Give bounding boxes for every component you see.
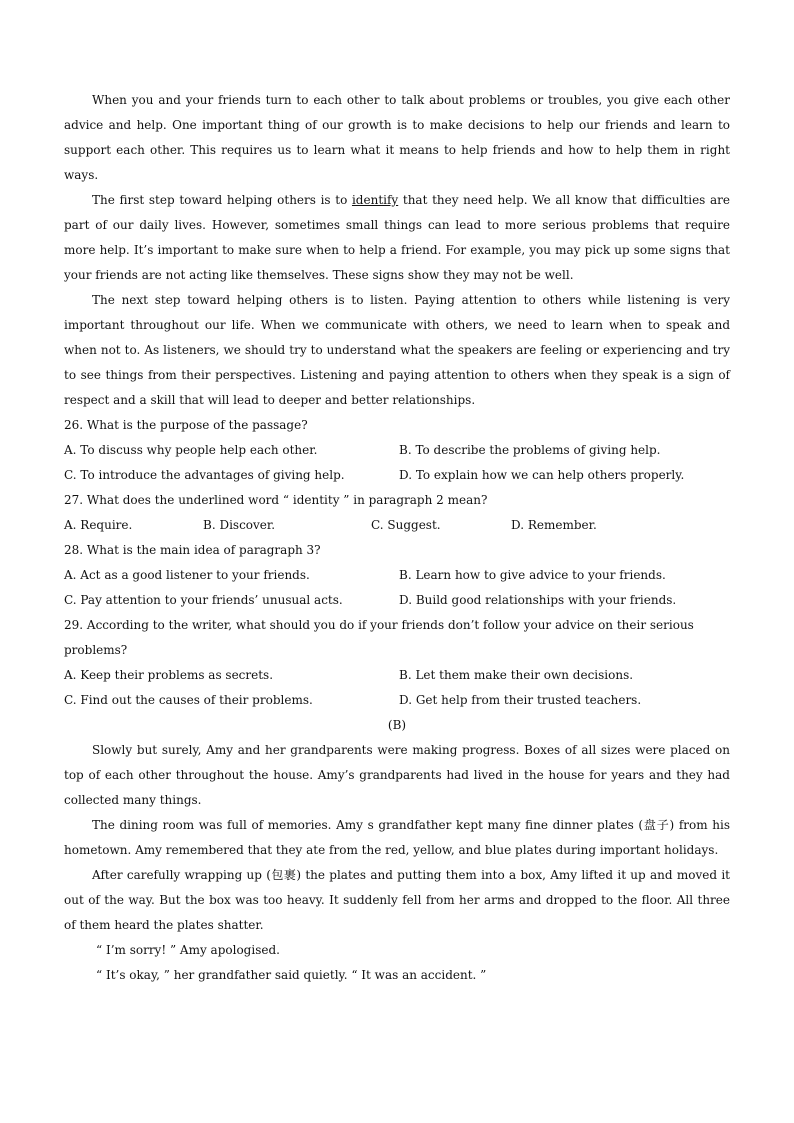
- paragraph-2-text-end: that they need help. We all know that difficulties are part of our daily lives. However, sometimes small things can lead to more serious problems that require more help. It’s important to make sure when to help a friend. For example, you may pick up some signs that your friends are not acting like themselves. These signs show they may not be well.: [64, 193, 731, 282]
- passage-a-paragraph-1: When you and your friends turn to each other to talk about problems or troubles, you give each other advice and help. One important thing of our growth is to make decisions to help our friends and learn to support each other. This requires us to learn what it means to help friends and how to help them in right ways.: [64, 93, 730, 182]
- passage-b-paragraph-3: After carefully wrapping up (包裹) the plates and putting them into a box, Amy lifted it up and moved it out of the way. But the box was too heavy. It suddenly fell from her arms and dropped to the floor. All three of them heard the plates shatter.: [64, 868, 730, 932]
- option-b: B. Let them make their own decisions.: [399, 668, 634, 682]
- option-b: B. Discover.: [203, 518, 276, 532]
- option-b: B. Learn how to give advice to your friends.: [399, 568, 666, 582]
- document-page: [64, 88, 730, 988]
- option-c: C. Find out the causes of their problems.: [64, 693, 313, 707]
- question-27-options: [64, 513, 730, 538]
- option-c: C. To introduce the advantages of giving help.: [64, 468, 345, 482]
- option-d: D. Build good relationships with your friends.: [399, 593, 677, 607]
- question-27-stem: 27. What does the underlined word “ identity ” in paragraph 2 mean?: [64, 493, 488, 507]
- question-29-stem: 29. According to the writer, what should you do if your friends don’t follow your advice on their serious problems?: [64, 618, 694, 657]
- dialogue-line-2: “ It’s okay, ” her grandfather said quietly. “ It was an accident. ”: [96, 968, 487, 982]
- question-28-options-row-2: [64, 588, 730, 613]
- question-26-options-row-2: [64, 463, 730, 488]
- passage-b-paragraph-2: The dining room was full of memories. Amy s grandfather kept many fine dinner plates (盘子) from his hometown. Amy remembered that they ate from the red, yellow, and blue plates during important holidays.: [64, 818, 730, 857]
- paragraph-2-text-start: The first step toward helping others is to: [92, 193, 352, 207]
- question-29-options-row-2: [64, 688, 730, 713]
- option-a: A. Act as a good listener to your friends.: [64, 568, 310, 582]
- question-28-stem: 28. What is the main idea of paragraph 3?: [64, 543, 321, 557]
- option-a: A. Require.: [64, 518, 133, 532]
- passage-a-paragraph-2: [64, 188, 730, 288]
- option-b: B. To describe the problems of giving help.: [399, 443, 661, 457]
- passage-b-paragraph-1: Slowly but surely, Amy and her grandparents were making progress. Boxes of all sizes were placed on top of each other throughout the house. Amy’s grandparents had lived in the house for years and they had collected many things.: [64, 743, 730, 807]
- question-26-options-row-1: [64, 438, 730, 463]
- question-28-options-row-1: [64, 563, 730, 588]
- option-a: A. To discuss why people help each other.: [64, 443, 318, 457]
- option-c: C. Suggest.: [371, 518, 441, 532]
- option-d: D. Get help from their trusted teachers.: [399, 693, 642, 707]
- section-b-heading: (B): [387, 718, 407, 732]
- option-d: D. Remember.: [511, 518, 597, 532]
- question-26-stem: 26. What is the purpose of the passage?: [64, 418, 308, 432]
- question-29-options-row-1: [64, 663, 730, 688]
- option-c: C. Pay attention to your friends’ unusual acts.: [64, 593, 343, 607]
- option-a: A. Keep their problems as secrets.: [64, 668, 274, 682]
- underlined-word: identify: [351, 193, 399, 207]
- passage-a-paragraph-3: The next step toward helping others is to listen. Paying attention to others while listening is very important throughout our life. When we communicate with others, we need to learn when to speak and when not to. As listeners, we should try to understand what the speakers are feeling or experiencing and try to see things from their perspectives. Listening and paying attention to others when they speak is a sign of respect and a skill that will lead to deeper and better relationships.: [64, 293, 730, 407]
- option-d: D. To explain how we can help others properly.: [399, 468, 685, 482]
- dialogue-line-1: “ I’m sorry! ” Amy apologised.: [96, 943, 280, 957]
